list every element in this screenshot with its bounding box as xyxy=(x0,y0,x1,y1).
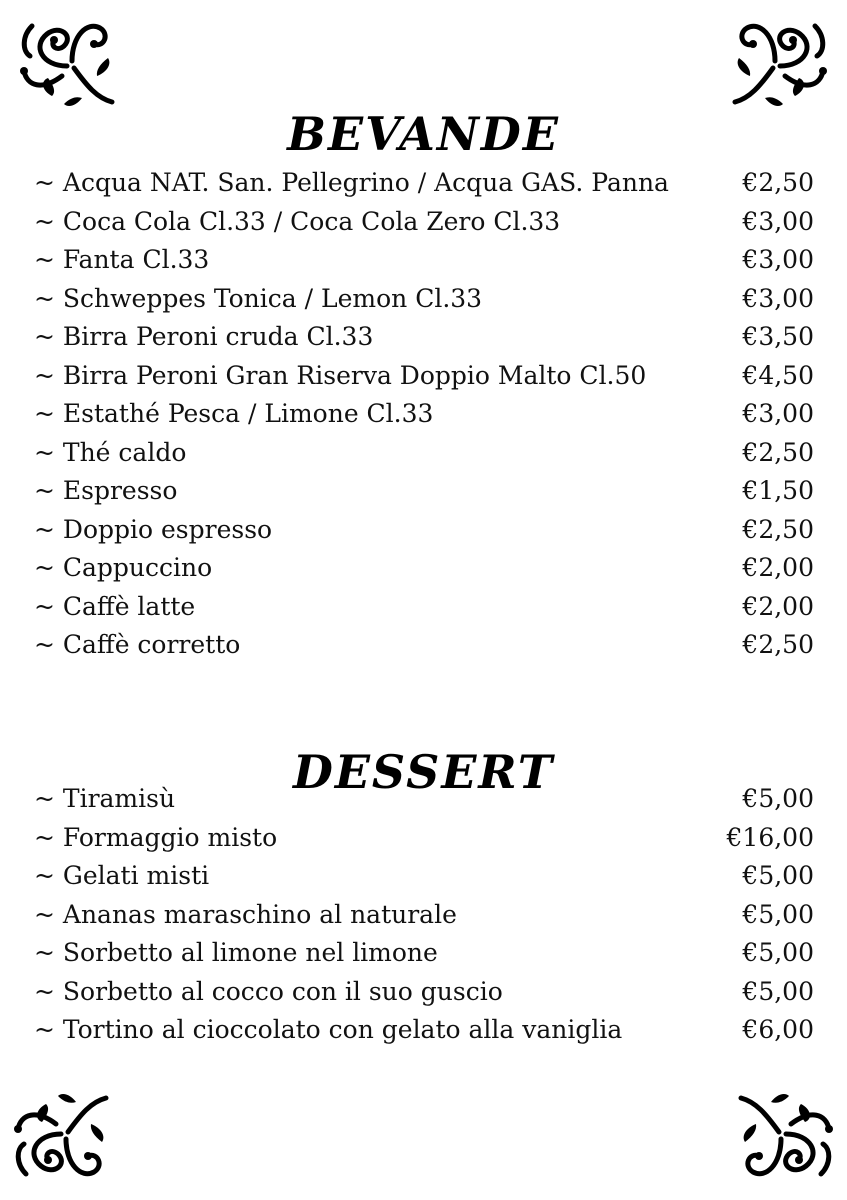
flourish-ornament-icon xyxy=(731,1084,841,1194)
list-item xyxy=(34,780,814,819)
item-price: €5,00 xyxy=(742,861,814,890)
list-item xyxy=(34,511,814,550)
list-item xyxy=(34,819,814,858)
flourish-ornament-icon xyxy=(6,1084,116,1194)
item-name: ~ Thé caldo xyxy=(34,437,187,467)
item-name: ~ Estathé Pesca / Limone Cl.33 xyxy=(34,399,434,428)
item-price: €2,50 xyxy=(742,630,814,659)
item-price: €6,00 xyxy=(742,1015,814,1044)
item-name: ~ Coca Cola Cl.33 / Coca Cola Zero Cl.33 xyxy=(34,206,561,236)
item-name: ~ Acqua NAT. San. Pellegrino / Acqua GAS. Panna xyxy=(34,168,669,197)
item-price: €2,50 xyxy=(742,437,814,467)
flourish-ornament-icon xyxy=(12,6,122,116)
list-item xyxy=(34,357,814,396)
item-name: ~ Formaggio misto xyxy=(34,822,278,852)
item-name: ~ Sorbetto al cocco con il suo guscio xyxy=(34,976,503,1006)
item-price: €5,00 xyxy=(742,976,814,1006)
item-price: €5,00 xyxy=(742,938,814,967)
list-item xyxy=(34,857,814,896)
item-price: €2,50 xyxy=(742,514,814,544)
section-title-dessert: DESSERT xyxy=(292,744,555,799)
item-name: ~ Caffè latte xyxy=(34,591,196,621)
item-name: ~ Ananas maraschino al naturale xyxy=(34,899,457,929)
item-price: €3,00 xyxy=(742,283,814,313)
list-item xyxy=(34,434,814,473)
list-item xyxy=(34,318,814,357)
item-price: €4,50 xyxy=(742,360,814,390)
item-name: ~ Cappuccino xyxy=(34,553,213,582)
list-item xyxy=(34,626,814,665)
item-name: ~ Schweppes Tonica / Lemon Cl.33 xyxy=(34,283,483,313)
item-price: €1,50 xyxy=(742,476,814,505)
list-item xyxy=(34,280,814,319)
item-price: €2,00 xyxy=(742,591,814,621)
list-item xyxy=(34,973,814,1012)
list-item xyxy=(34,241,814,280)
item-price: €3,00 xyxy=(742,399,814,428)
menu-list-bevande xyxy=(34,164,814,665)
list-item xyxy=(34,934,814,973)
list-item xyxy=(34,395,814,434)
item-name: ~ Fanta Cl.33 xyxy=(34,245,210,274)
item-name: ~ Espresso xyxy=(34,476,178,505)
item-name: ~ Tiramisù xyxy=(34,784,176,813)
flourish-ornament-icon xyxy=(725,6,835,116)
item-price: €2,00 xyxy=(742,553,814,582)
menu-list-dessert xyxy=(34,780,814,1050)
list-item xyxy=(34,472,814,511)
item-price: €16,00 xyxy=(726,822,814,852)
item-name: ~ Birra Peroni Gran Riserva Doppio Malto Cl.50 xyxy=(34,360,647,390)
item-price: €2,50 xyxy=(742,168,814,197)
list-item xyxy=(34,164,814,203)
list-item xyxy=(34,203,814,242)
list-item xyxy=(34,549,814,588)
item-name: ~ Birra Peroni cruda Cl.33 xyxy=(34,322,374,351)
item-name: ~ Gelati misti xyxy=(34,861,210,890)
item-price: €3,00 xyxy=(742,206,814,236)
list-item xyxy=(34,1011,814,1050)
list-item xyxy=(34,588,814,627)
item-name: ~ Sorbetto al limone nel limone xyxy=(34,938,438,967)
list-item xyxy=(34,896,814,935)
item-price: €3,00 xyxy=(742,245,814,274)
section-title-bevande: BEVANDE xyxy=(287,106,560,161)
item-name: ~ Doppio espresso xyxy=(34,514,273,544)
item-price: €3,50 xyxy=(742,322,814,351)
item-price: €5,00 xyxy=(742,784,814,813)
item-name: ~ Caffè corretto xyxy=(34,630,241,659)
item-name: ~ Tortino al cioccolato con gelato alla vaniglia xyxy=(34,1015,623,1044)
item-price: €5,00 xyxy=(742,899,814,929)
